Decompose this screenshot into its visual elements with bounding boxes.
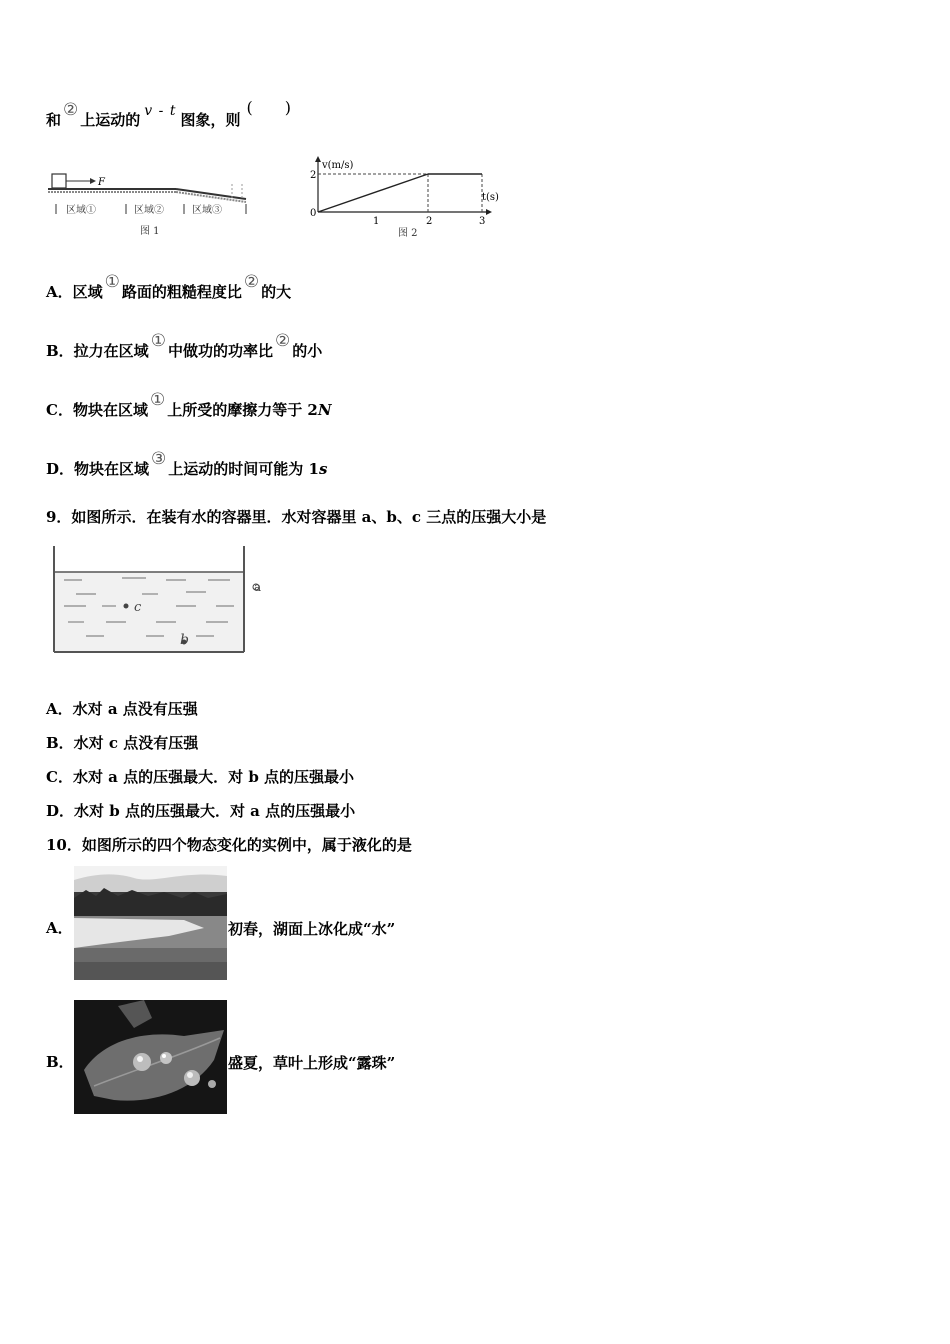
q8-option-d: [46, 449, 328, 479]
block: [52, 174, 66, 188]
option-text: 的小: [292, 342, 323, 360]
q8-option-c: [46, 390, 332, 420]
label-a: a: [254, 580, 262, 594]
q10-option-a-caption: 初春，湖面上冰化成“水”: [228, 920, 396, 938]
unit-symbol: s: [318, 460, 328, 478]
q9-option-b: B．水对 c 点没有压强: [46, 734, 199, 752]
q9-stem: 9．如图所示．在装有水的容器里．水对容器里 a、b、c 三点的压强大小是: [46, 508, 547, 526]
x-tick-1: 1: [373, 216, 380, 227]
lake-ice-image: [74, 866, 227, 980]
unit-symbol: N: [317, 401, 332, 419]
dew-leaf-photo: [74, 1000, 227, 1114]
water-container-figure: [46, 544, 276, 660]
circled-number: ③: [151, 449, 167, 469]
figure-1-caption: 图 1: [140, 226, 160, 237]
intro-text-1: 和: [46, 111, 62, 129]
q10-option-b-caption: 盛夏，草叶上形成“露珠”: [228, 1054, 396, 1072]
option-label: B．拉力在区域: [46, 342, 149, 360]
circled-number: ②: [63, 100, 79, 120]
x-axis-label: t(s): [482, 192, 499, 203]
x-tick-3: 3: [479, 216, 486, 227]
option-text: 上所受的摩擦力等于 2: [167, 401, 318, 419]
force-label: F: [98, 177, 105, 188]
label-b: b: [180, 632, 189, 648]
option-label: C．物块在区域: [46, 401, 148, 419]
point-c: [124, 604, 129, 609]
region-1-label: 区域①: [66, 205, 96, 216]
dew-leaf-image: [74, 1000, 227, 1114]
intro-text-2: 上运动的: [80, 111, 141, 129]
option-text: 上运动的时间可能为 1: [168, 460, 319, 478]
lake-ice-photo: [74, 866, 227, 980]
figure-1-road-diagram: [46, 168, 256, 240]
q9-option-c: C．水对 a 点的压强最大．对 b 点的压强最小: [46, 768, 355, 786]
x-tick-2: 2: [426, 216, 433, 227]
y-axis-label: v(m/s): [322, 160, 354, 171]
q8-option-a: [46, 272, 292, 302]
vt-symbol: v - t: [144, 103, 177, 119]
region-3-label: 区域③: [192, 205, 222, 216]
answer-parentheses: ( ): [246, 98, 291, 117]
intro-text-3: 图象，则: [180, 111, 241, 129]
circled-number: ①: [104, 272, 120, 292]
circled-number: ①: [150, 331, 166, 351]
figure-2-caption: 图 2: [398, 228, 418, 239]
circled-number: ②: [243, 272, 260, 292]
q8-option-b: [46, 331, 323, 361]
option-text: 中做功的功率比: [167, 342, 273, 360]
region-2-label: 区域②: [134, 205, 164, 216]
circled-number: ②: [274, 331, 291, 351]
q9-option-d: D．水对 b 点的压强最大．对 a 点的压强最小: [46, 802, 356, 820]
q9-option-a: A．水对 a 点没有压强: [46, 700, 198, 718]
option-label: A．区域: [46, 283, 103, 301]
y-tick-2: 2: [310, 170, 317, 181]
option-text: 路面的粗糙程度比: [121, 283, 242, 301]
label-c: c: [134, 600, 142, 615]
option-label: D．物块在区域: [46, 460, 150, 478]
q10-option-a-label: A．: [46, 919, 73, 937]
origin-label: 0: [310, 208, 317, 219]
question-intro-line: [46, 98, 291, 131]
q10-stem: 10．如图所示的四个物态变化的实例中，属于液化的是: [46, 836, 412, 854]
accel-segment: [318, 174, 428, 212]
option-text: 的大: [261, 283, 292, 301]
q10-option-b-label: B．: [46, 1053, 74, 1071]
circled-number: ①: [149, 390, 166, 410]
figure-2-vt-graph: [306, 156, 516, 242]
